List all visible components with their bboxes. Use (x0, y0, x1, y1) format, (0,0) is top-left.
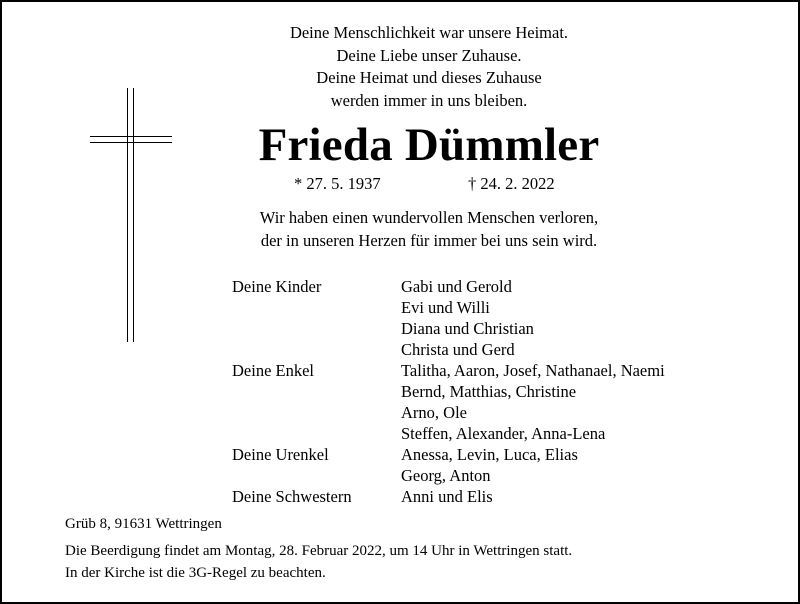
family-group-label: Deine Urenkel (232, 445, 329, 464)
family-name-line: Gabi und Gerold (401, 277, 512, 296)
tribute-text (172, 206, 686, 252)
tribute-line: Wir haben einen wundervollen Menschen verloren, (259, 208, 599, 227)
death-date: † 24. 2. 2022 (468, 174, 555, 193)
family-group-names (401, 444, 578, 486)
family-name-line: Christa und Gerd (401, 340, 515, 359)
family-name-line: Evi und Willi (401, 298, 490, 317)
family-group-label: Deine Kinder (232, 277, 322, 296)
tribute-line: der in unseren Herzen für immer bei uns sein wird. (260, 231, 598, 250)
family-group-urenkel (232, 444, 772, 486)
family-name-line: Georg, Anton (401, 466, 491, 485)
family-group-schwestern (232, 486, 772, 507)
family-group-names (401, 360, 665, 444)
family-group-enkel (232, 360, 772, 444)
funeral-line: In der Kirche ist die 3G-Regel zu beachten. (65, 565, 326, 581)
family-name-line: Diana und Christian (401, 319, 534, 338)
family-name-line: Anni und Elis (401, 487, 493, 506)
family-name-line: Arno, Ole (401, 403, 467, 422)
poem-line: werden immer in uns bleiben. (330, 90, 528, 110)
address: Grüb 8, 91631 Wettringen (65, 516, 222, 532)
poem-line: Deine Heimat und dieses Zuhause (316, 68, 542, 87)
family-name-line: Bernd, Matthias, Christine (401, 382, 577, 401)
family-list (232, 276, 772, 507)
family-group-names (401, 486, 493, 507)
poem-line: Deine Menschlichkeit war unsere Heimat. (289, 23, 569, 42)
family-group-names (401, 276, 534, 360)
funeral-info (65, 540, 572, 584)
poem (202, 22, 656, 112)
family-name-line: Talitha, Aaron, Josef, Nathanael, Naemi (401, 361, 665, 380)
family-group-label: Deine Schwestern (232, 487, 352, 506)
birth-date: * 27. 5. 1937 (294, 174, 381, 193)
deceased-name: Frieda Dümmler (258, 119, 600, 171)
family-group-label: Deine Enkel (232, 361, 315, 380)
family-name-line: Steffen, Alexander, Anna-Lena (401, 424, 606, 443)
family-group-kinder (232, 276, 772, 360)
funeral-line: Die Beerdigung findet am Montag, 28. Februar 2022, um 14 Uhr in Wettringen statt. (65, 543, 573, 559)
poem-line: Deine Liebe unser Zuhause. (336, 45, 522, 65)
family-name-line: Anessa, Levin, Luca, Elias (401, 445, 578, 464)
